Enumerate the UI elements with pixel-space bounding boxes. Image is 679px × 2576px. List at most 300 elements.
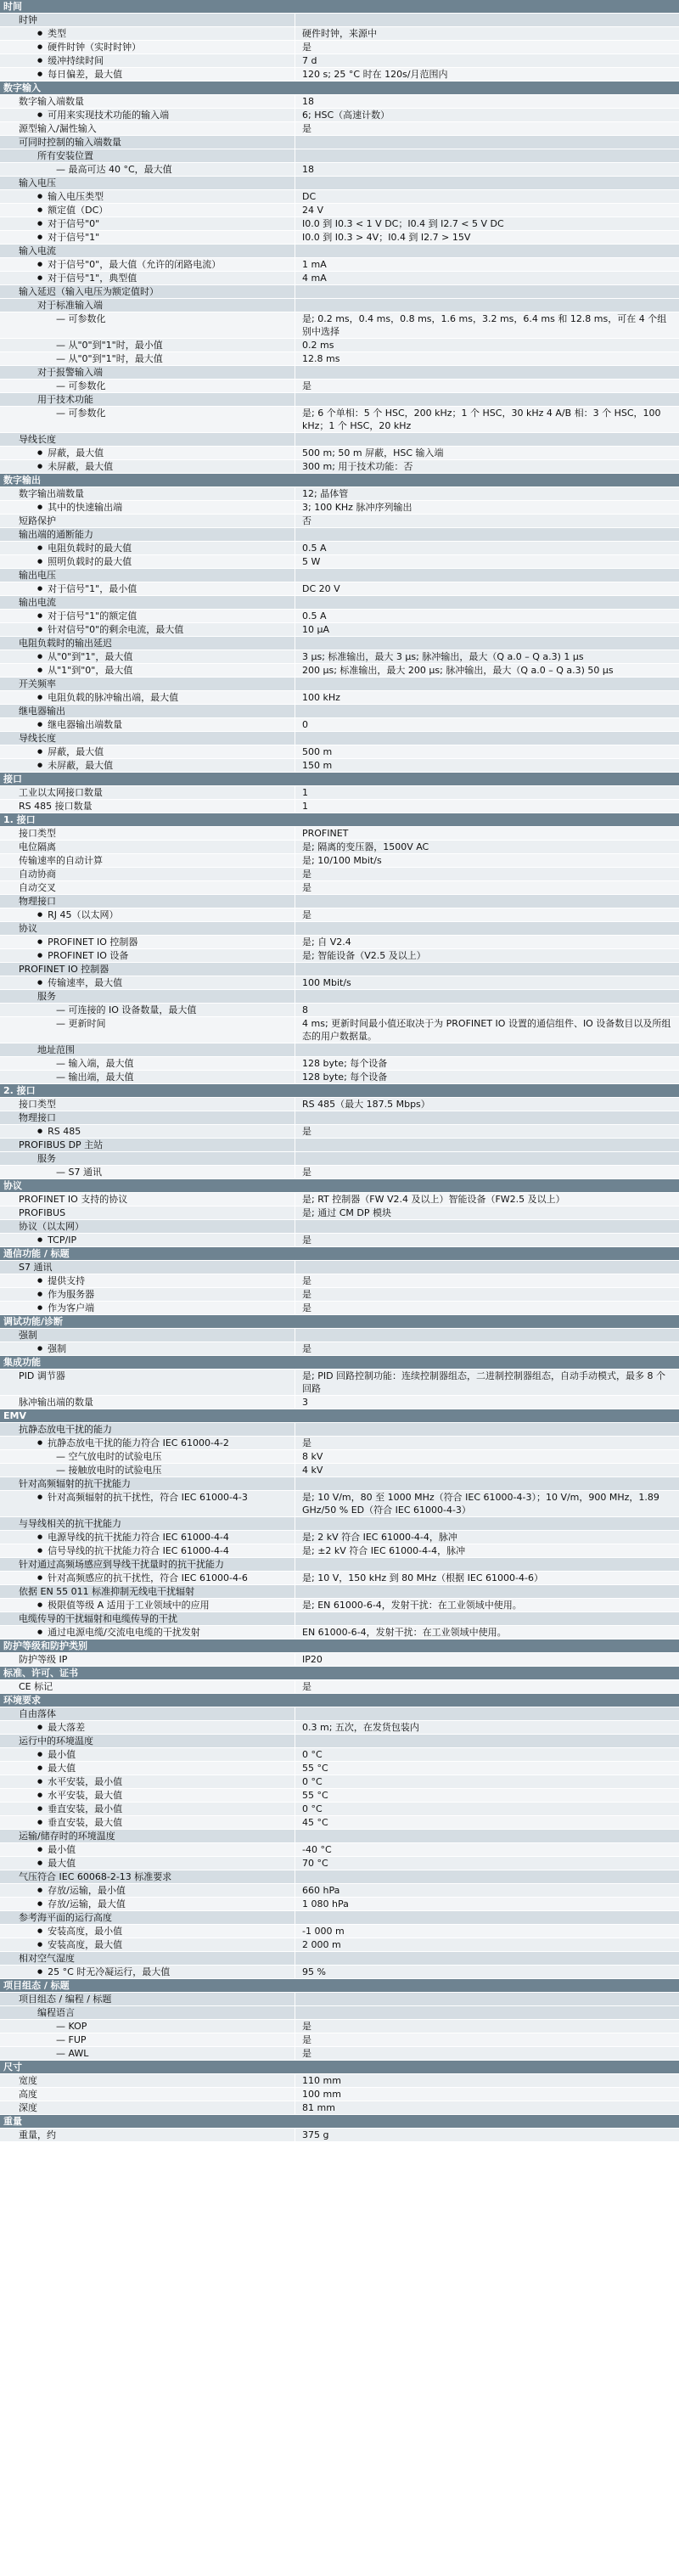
spec-value [295, 895, 679, 908]
group-label: 运输/储存时的环境温度 [0, 1830, 295, 1842]
spec-label: ● 针对高频感应的抗干扰性，符合 IEC 61000-4-6 [0, 1572, 295, 1584]
spec-row [0, 231, 679, 245]
spec-value [295, 1329, 679, 1341]
group-header-row [0, 678, 679, 691]
spec-row [0, 841, 679, 854]
spec-label: 数字输出端数量 [0, 487, 295, 500]
spec-value [295, 596, 679, 609]
spec-value: 7 d [302, 55, 317, 66]
spec-label: — S7 通讯 [0, 1166, 295, 1178]
spec-row [0, 868, 679, 881]
spec-row [0, 664, 679, 678]
spec-row [0, 1531, 679, 1544]
section-header: 项目组态 / 标题 [0, 1979, 679, 1993]
spec-row [0, 1925, 679, 1938]
group-label: 地址范围 [0, 1043, 295, 1056]
spec-row [0, 68, 679, 82]
spec-value: 是 [302, 1681, 311, 1692]
spec-label: ● 类型 [0, 27, 295, 40]
group-label: 服务 [0, 990, 295, 1003]
spec-value: 1 080 hPa [302, 1898, 349, 1910]
spec-value: 375 g [302, 2129, 329, 2140]
spec-value: 200 μs; 标准输出，最大 200 μs; 脉冲输出，最大（Q a.0 – Q a.3) 50 μs [302, 665, 614, 676]
group-label: 服务 [0, 1152, 295, 1165]
spec-value: 是 [302, 1235, 311, 1246]
spec-value [295, 245, 679, 257]
spec-value [295, 990, 679, 1003]
section-header: EMV [0, 1409, 679, 1423]
spec-label: ● 每日偏差，最大值 [0, 68, 295, 81]
section-header: 集成功能 [0, 1356, 679, 1370]
group-header-row [0, 1043, 679, 1057]
section-header: 环境要求 [0, 1694, 679, 1707]
spec-value: I0.0 到 I0.3 > 4V；I0.4 到 I2.7 > 15V [302, 232, 471, 243]
group-header-row [0, 245, 679, 258]
spec-value [295, 528, 679, 541]
spec-value [295, 1261, 679, 1274]
spec-row [0, 949, 679, 963]
spec-row [0, 908, 679, 922]
spec-value: PROFINET [302, 828, 349, 839]
spec-value: 0.5 A [302, 543, 327, 554]
spec-label: ● 输入电压类型 [0, 190, 295, 203]
group-header-row [0, 569, 679, 582]
spec-value: 1 [302, 787, 308, 798]
spec-row [0, 1653, 679, 1667]
spec-value [295, 433, 679, 446]
spec-value: 0 °C [302, 1776, 323, 1787]
group-label: 针对通过高频场感应到导线干扰量时的抗干扰能力 [0, 1558, 295, 1571]
spec-row [0, 1775, 679, 1789]
spec-value [295, 136, 679, 149]
group-header-row [0, 1558, 679, 1572]
spec-value: 是; EN 61000-6-4，发射干扰：在工业领域中使用。 [302, 1600, 522, 1611]
spec-value: 是; 通过 CM DP 模块 [302, 1207, 391, 1218]
spec-value: 是; 6 个单相：5 个 HSC，200 kHz；1 个 HSC，30 kHz 4 A/B 相：3 个 HSC，100 kHz；1 个 HSC，20 kHz [302, 408, 661, 431]
spec-label: ● 强制 [0, 1342, 295, 1355]
spec-row [0, 759, 679, 773]
section-header: 1. 接口 [0, 813, 679, 827]
spec-value: 是 [302, 2034, 311, 2045]
spec-value [295, 14, 679, 26]
spec-row [0, 122, 679, 136]
spec-value: 1 [302, 801, 308, 812]
spec-value: 95 % [302, 1966, 326, 1977]
group-header-row [0, 922, 679, 936]
spec-value [295, 393, 679, 406]
spec-label: 宽度 [0, 2074, 295, 2087]
spec-label: 脉冲输出端的数量 [0, 1396, 295, 1409]
section-header: 尺寸 [0, 2061, 679, 2074]
spec-label: — 从"0"到"1"时，最大值 [0, 352, 295, 365]
spec-label: ● 可用来实现技术功能的输入端 [0, 109, 295, 121]
spec-label: 高度 [0, 2088, 295, 2101]
spec-row [0, 582, 679, 596]
spec-value [295, 1423, 679, 1436]
spec-value: 0.5 A [302, 610, 327, 622]
group-header-row [0, 149, 679, 163]
spec-row [0, 1464, 679, 1477]
spec-row [0, 1884, 679, 1898]
spec-row [0, 718, 679, 732]
group-label: 输出电压 [0, 569, 295, 582]
spec-value: 0 °C [302, 1803, 323, 1814]
spec-label: ● 抗静态放电干扰的能力符合 IEC 61000-4-2 [0, 1437, 295, 1449]
group-header-row [0, 1585, 679, 1599]
spec-row [0, 1857, 679, 1870]
spec-row [0, 650, 679, 664]
spec-value [295, 1139, 679, 1151]
spec-value: 0 °C [302, 1749, 323, 1760]
section-header: 调试功能/诊断 [0, 1315, 679, 1329]
spec-value: 55 °C [302, 1763, 328, 1774]
spec-value: 4 mA [302, 273, 327, 284]
spec-label: ● 传输速率，最大值 [0, 976, 295, 989]
spec-value: 是; 智能设备（V2.5 及以上） [302, 950, 426, 961]
group-header-row [0, 14, 679, 27]
section-header: 重量 [0, 2115, 679, 2129]
group-label: S7 通讯 [0, 1261, 295, 1274]
spec-label: ● 继电器输出端数量 [0, 718, 295, 731]
group-label: 开关频率 [0, 678, 295, 690]
spec-row [0, 339, 679, 352]
spec-label: 工业以太网接口数量 [0, 786, 295, 799]
spec-row [0, 800, 679, 813]
spec-row [0, 881, 679, 895]
spec-label: ● 对于信号"0" [0, 217, 295, 230]
spec-label: 短路保护 [0, 515, 295, 527]
spec-row [0, 447, 679, 460]
group-label: 用于技术功能 [0, 393, 295, 406]
spec-value [295, 149, 679, 162]
spec-value: 是 [302, 909, 311, 920]
spec-label: ● PROFINET IO 设备 [0, 949, 295, 962]
spec-value: 120 s; 25 °C 时在 120s/月范围内 [302, 69, 448, 80]
spec-value: 5 W [302, 556, 321, 567]
group-header-row [0, 1993, 679, 2006]
spec-row [0, 1125, 679, 1139]
spec-label: PROFIBUS [0, 1206, 295, 1219]
spec-row [0, 54, 679, 68]
spec-value: 4 kV [302, 1465, 323, 1476]
spec-label: — 空气放电时的试验电压 [0, 1450, 295, 1463]
spec-row [0, 854, 679, 868]
spec-row [0, 1234, 679, 1247]
group-label: 针对高频辐射的抗干扰能力 [0, 1477, 295, 1490]
spec-label: ● 最小值 [0, 1843, 295, 1856]
spec-value: 是 [302, 2048, 311, 2059]
group-header-row [0, 990, 679, 1004]
group-header-row [0, 1220, 679, 1234]
spec-value: 否 [302, 515, 311, 526]
spec-row [0, 190, 679, 204]
spec-value: 是 [302, 1437, 311, 1448]
spec-value: 是 [302, 123, 311, 134]
spec-row [0, 460, 679, 474]
spec-row [0, 2033, 679, 2047]
spec-row [0, 2020, 679, 2033]
spec-value: 是 [302, 1126, 311, 1137]
spec-row [0, 542, 679, 555]
spec-value [295, 637, 679, 650]
group-header-row [0, 637, 679, 650]
spec-value: 45 °C [302, 1817, 328, 1828]
section-header: 数字输入 [0, 82, 679, 95]
group-label: 对于标准输入端 [0, 299, 295, 312]
spec-value [295, 1517, 679, 1530]
spec-value: 500 m [302, 746, 333, 757]
spec-label: — 可参数化 [0, 380, 295, 392]
spec-row [0, 786, 679, 800]
group-header-row [0, 528, 679, 542]
spec-label: ● 极限值等级 A 适用于工业领域中的应用 [0, 1599, 295, 1611]
spec-value: 是; 隔离的变压器，1500V AC [302, 841, 429, 852]
spec-row [0, 407, 679, 433]
spec-value: -1 000 m [302, 1926, 345, 1937]
spec-value [295, 705, 679, 717]
spec-row [0, 1342, 679, 1356]
spec-row [0, 27, 679, 41]
spec-row [0, 1572, 679, 1585]
group-header-row [0, 1870, 679, 1884]
spec-label: ● 屏蔽，最大值 [0, 447, 295, 459]
spec-label: ● 对于信号"1" [0, 231, 295, 244]
spec-value: DC 20 V [302, 583, 340, 594]
spec-row [0, 1302, 679, 1315]
spec-label: — 可连接的 IO 设备数量，最大值 [0, 1004, 295, 1016]
group-label: 自由落体 [0, 1707, 295, 1720]
group-label: 气压符合 IEC 60068-2-13 标准要求 [0, 1870, 295, 1883]
spec-row [0, 745, 679, 759]
spec-row [0, 1966, 679, 1979]
spec-label: ● RS 485 [0, 1125, 295, 1138]
spec-value: IP20 [302, 1654, 323, 1665]
group-label: 时钟 [0, 14, 295, 26]
group-header-row [0, 1329, 679, 1342]
spec-value: 500 m; 50 m 屏蔽，HSC 输入端 [302, 447, 444, 458]
spec-row [0, 1544, 679, 1558]
section-header: 数字输出 [0, 474, 679, 487]
spec-label: ● 安装高度，最小值 [0, 1925, 295, 1938]
group-label: 导线长度 [0, 732, 295, 745]
spec-value: 是 [302, 1289, 311, 1300]
spec-row [0, 1491, 679, 1517]
spec-label: PROFINET IO 支持的协议 [0, 1193, 295, 1206]
spec-label: 重量，约 [0, 2129, 295, 2141]
spec-label: ● 从"0"到"1"，最大值 [0, 650, 295, 663]
spec-label: 深度 [0, 2101, 295, 2114]
group-label: 相对空气湿度 [0, 1952, 295, 1965]
spec-label: RS 485 接口数量 [0, 800, 295, 813]
spec-row [0, 258, 679, 272]
group-header-row [0, 1707, 679, 1721]
spec-label: — 可参数化 [0, 407, 295, 432]
spec-row [0, 2074, 679, 2088]
group-header-row [0, 285, 679, 299]
spec-label: ● 照明负载时的最大值 [0, 555, 295, 568]
spec-row [0, 2047, 679, 2061]
spec-label: ● 安装高度，最大值 [0, 1938, 295, 1951]
spec-value: 是; 0.2 ms，0.4 ms，0.8 ms，1.6 ms，3.2 ms，6.4 ms 和 12.8 ms，可在 4 个组别中选择 [302, 313, 667, 337]
spec-value: 300 m; 用于技术功能：否 [302, 461, 413, 472]
spec-label: ● 最大值 [0, 1762, 295, 1775]
group-label: 与导线相关的抗干扰能力 [0, 1517, 295, 1530]
section-header: 标准、许可、证书 [0, 1667, 679, 1680]
spec-label: ● 作为客户端 [0, 1302, 295, 1314]
spec-value: 100 kHz [302, 692, 340, 703]
spec-row [0, 41, 679, 54]
group-header-row [0, 366, 679, 380]
spec-value: 10 μA [302, 624, 330, 635]
spec-value: 是 [302, 2021, 311, 2032]
spec-row [0, 1450, 679, 1464]
spec-row [0, 1626, 679, 1640]
group-header-row [0, 2006, 679, 2020]
group-label: 抗静态放电干扰的能力 [0, 1423, 295, 1436]
spec-row [0, 1721, 679, 1735]
spec-label: — 可参数化 [0, 312, 295, 338]
spec-row [0, 936, 679, 949]
spec-value: 是 [302, 882, 311, 893]
group-label: 输入电流 [0, 245, 295, 257]
group-header-row [0, 1952, 679, 1966]
spec-value [295, 922, 679, 935]
group-header-row [0, 177, 679, 190]
spec-row [0, 109, 679, 122]
spec-label: ● 电阻负载时的最大值 [0, 542, 295, 554]
spec-row [0, 610, 679, 623]
spec-row [0, 1370, 679, 1396]
spec-label: — AWL [0, 2047, 295, 2060]
spec-value: 是; 10 V/m，80 至 1000 MHz（符合 IEC 61000-4-3）；10 V/m，900 MHz，1.89 GHz/50 % ED（符合 IEC 61000-4-3） [302, 1492, 659, 1516]
spec-value: 是 [302, 1167, 311, 1178]
spec-row [0, 1748, 679, 1762]
group-label: 所有安装位置 [0, 149, 295, 162]
spec-row [0, 352, 679, 366]
spec-row [0, 623, 679, 637]
spec-value [295, 1952, 679, 1965]
group-header-row [0, 1477, 679, 1491]
group-label: 输入延迟（输入电压为额定值时） [0, 285, 295, 298]
group-header-row [0, 433, 679, 447]
section-header: 接口 [0, 773, 679, 786]
spec-row [0, 1680, 679, 1694]
spec-value: EN 61000-6-4，发射干扰：在工业领域中使用。 [302, 1627, 507, 1638]
spec-row [0, 1071, 679, 1084]
group-label: 输出端的通断能力 [0, 528, 295, 541]
spec-label: — 输入端，最大值 [0, 1057, 295, 1070]
spec-value: 8 [302, 1004, 308, 1015]
group-header-row [0, 299, 679, 312]
group-label: 项目组态 / 编程 / 标题 [0, 1993, 295, 2005]
spec-row [0, 163, 679, 177]
spec-value: 81 mm [302, 2102, 335, 2113]
spec-label: ● 水平安装，最小值 [0, 1775, 295, 1788]
spec-value: 6; HSC（高速计数） [302, 110, 390, 121]
group-label: 可同时控制的输入端数量 [0, 136, 295, 149]
spec-label: ● PROFINET IO 控制器 [0, 936, 295, 948]
spec-value [295, 1870, 679, 1883]
spec-label: ● 对于信号"1"，最小值 [0, 582, 295, 595]
spec-value [295, 366, 679, 379]
spec-value: 18 [302, 96, 314, 107]
spec-value: 0.3 m; 五次，在发货包装内 [302, 1722, 419, 1733]
spec-value: 是; 10 V，150 kHz 到 80 MHz（根据 IEC 61000-4-6） [302, 1572, 543, 1583]
spec-row [0, 515, 679, 528]
group-label: PROFINET IO 控制器 [0, 963, 295, 976]
group-label: 物理接口 [0, 1111, 295, 1124]
spec-value [295, 1830, 679, 1842]
spec-value [295, 678, 679, 690]
spec-label: ● 硬件时钟（实时时钟） [0, 41, 295, 53]
spec-value [295, 1477, 679, 1490]
spec-label: ● 存放/运输，最小值 [0, 1884, 295, 1897]
spec-value: 是; 自 V2.4 [302, 936, 351, 948]
group-header-row [0, 1612, 679, 1626]
spec-label: ● 提供支持 [0, 1274, 295, 1287]
spec-label: PID 调节器 [0, 1370, 295, 1395]
spec-row [0, 691, 679, 705]
spec-row [0, 204, 679, 217]
group-header-row [0, 1517, 679, 1531]
group-label: 运行中的环境温度 [0, 1735, 295, 1747]
spec-value [295, 963, 679, 976]
group-header-row [0, 705, 679, 718]
spec-label: ● 25 °C 时无冷凝运行，最大值 [0, 1966, 295, 1978]
spec-row [0, 272, 679, 285]
spec-value: 硬件时钟，来源中 [302, 28, 377, 39]
spec-label: 防护等级 IP [0, 1653, 295, 1666]
spec-row [0, 827, 679, 841]
section-header: 防护等级和防护类别 [0, 1640, 679, 1653]
spec-value [295, 1152, 679, 1165]
group-header-row [0, 1152, 679, 1166]
spec-label: 接口类型 [0, 827, 295, 840]
spec-label: ● 水平安装，最大值 [0, 1789, 295, 1802]
spec-row [0, 95, 679, 109]
spec-row [0, 217, 679, 231]
spec-value [295, 1707, 679, 1720]
spec-value: 0.2 ms [302, 340, 334, 351]
spec-value: 是; 10/100 Mbit/s [302, 855, 382, 866]
spec-label: ● 针对高频辐射的抗干扰性，符合 IEC 61000-4-3 [0, 1491, 295, 1516]
spec-label: — FUP [0, 2033, 295, 2046]
spec-value [295, 1911, 679, 1924]
spec-row [0, 2129, 679, 2142]
spec-row [0, 1004, 679, 1017]
spec-label: 自动协商 [0, 868, 295, 880]
spec-value [295, 732, 679, 745]
group-header-row [0, 1139, 679, 1152]
spec-row [0, 555, 679, 569]
group-label: 依据 EN 55 011 标准抑制无线电干扰辐射 [0, 1585, 295, 1598]
group-label: 编程语言 [0, 2006, 295, 2019]
spec-row [0, 312, 679, 339]
group-label: PROFIBUS DP 主站 [0, 1139, 295, 1151]
spec-value: 是; 2 kV 符合 IEC 61000-4-4，脉冲 [302, 1532, 457, 1543]
spec-value [295, 1111, 679, 1124]
spec-value: 3 [302, 1397, 308, 1408]
spec-row [0, 1762, 679, 1775]
spec-value: 是; PID 回路控制功能：连续控制器组态，二进制控制器组态，自动手动模式，最多 8 个回路 [302, 1370, 666, 1394]
spec-value [295, 1558, 679, 1571]
spec-label: — 输出端，最大值 [0, 1071, 295, 1083]
spec-value: 是; RT 控制器（FW V2.4 及以上）智能设备（FW2.5 及以上） [302, 1194, 565, 1205]
group-header-row [0, 895, 679, 908]
spec-label: ● 通过电源电缆/交流电电缆的干扰发射 [0, 1626, 295, 1639]
spec-label: 源型输入/漏性输入 [0, 122, 295, 135]
spec-value: RS 485（最大 187.5 Mbps） [302, 1099, 430, 1110]
